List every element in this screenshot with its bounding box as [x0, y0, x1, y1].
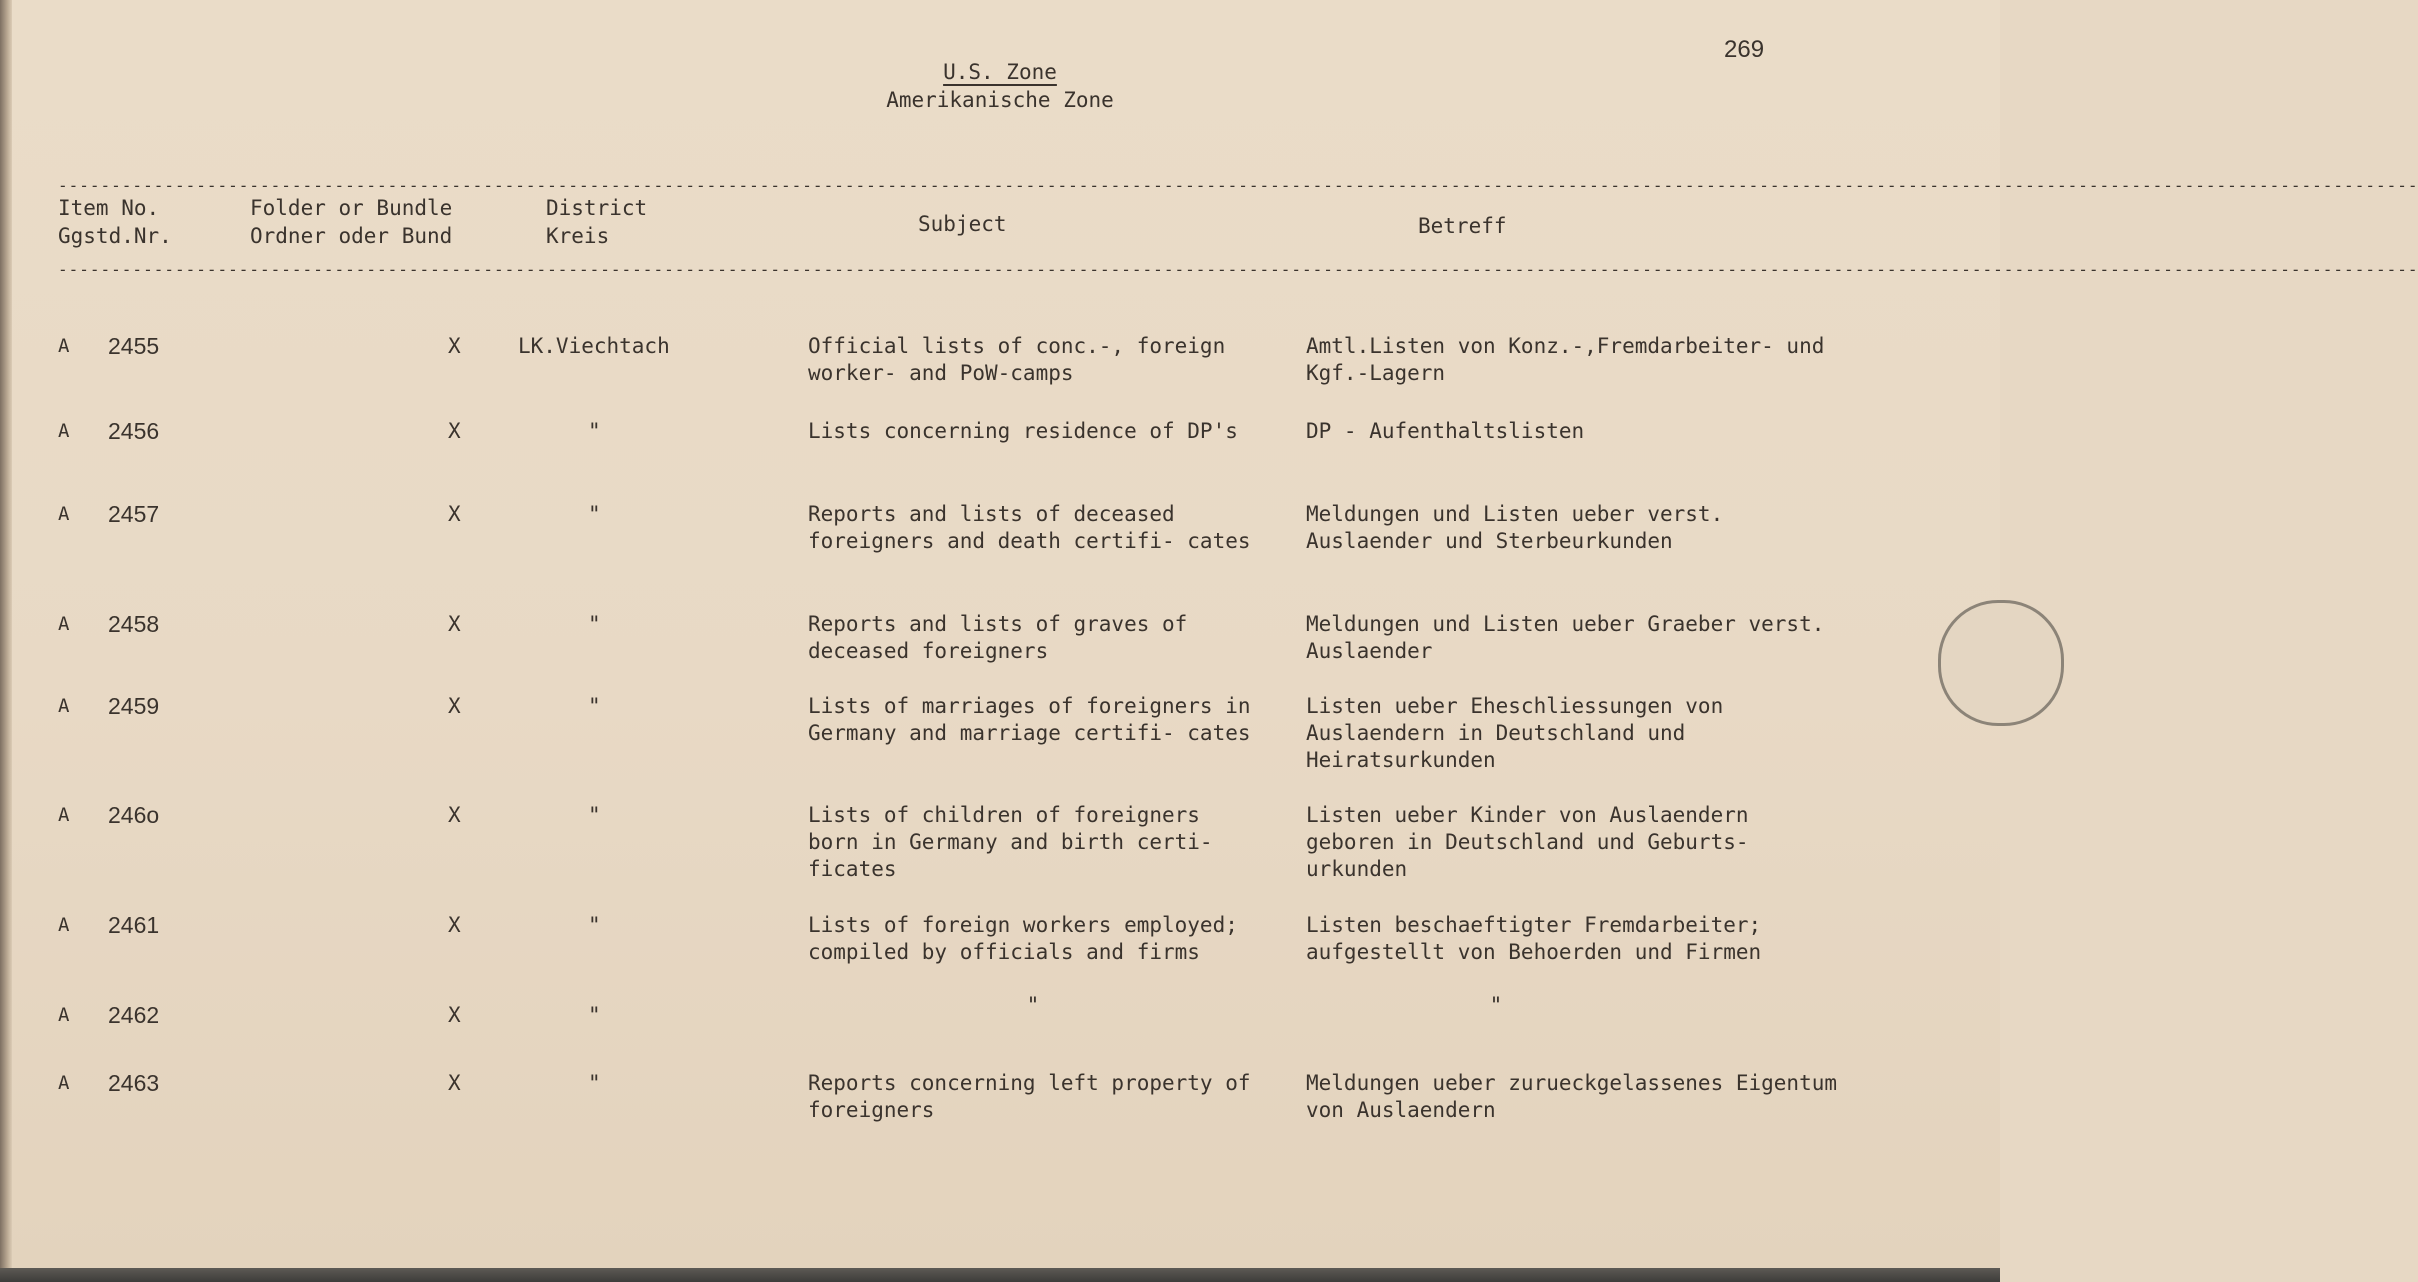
row-prefix: A — [58, 335, 70, 357]
row-betreff: Meldungen ueber zurueckgelassenes Eigentum von Auslaendern — [1306, 1071, 1838, 1122]
header-folder-en: Folder or Bundle — [250, 196, 453, 220]
row-betreff: Listen ueber Kinder von Auslaendern geboren in Deutschland und Geburts- urkunden — [1306, 803, 1749, 881]
row-subject: " — [1026, 993, 1040, 1017]
row-district: " — [588, 419, 601, 443]
row-item-number: 2462 — [108, 1002, 160, 1028]
row-folder-mark: X — [448, 502, 461, 526]
page-number: 269 — [1724, 36, 1765, 63]
row-item-number: 2456 — [108, 418, 160, 444]
row-folder-mark: X — [448, 612, 461, 636]
row-prefix: A — [58, 503, 70, 525]
row-betreff: " — [1489, 993, 1503, 1017]
row-betreff: Amtl.Listen von Konz.-,Fremdarbeiter- und Kgf.-Lagern — [1306, 334, 1825, 385]
header-bottom-rule: ------------------------------------------------------------------------------------------------------------------------------------------------------------------------------------------------------------------------------ — [58, 260, 2418, 279]
bottom-edge — [0, 1268, 2000, 1282]
row-folder-mark: X — [448, 694, 461, 718]
row-item-number: 2458 — [108, 611, 160, 637]
row-district: " — [588, 612, 601, 636]
header-district-de: Kreis — [546, 224, 610, 248]
row-item-number: 2457 — [108, 501, 160, 527]
row-betreff: DP - Aufenthaltslisten — [1306, 419, 1585, 443]
row-item-number: 2459 — [108, 693, 160, 719]
book-binding — [0, 0, 12, 1282]
row-prefix: A — [58, 1072, 70, 1094]
header-item-no-de: Ggstd.Nr. — [58, 224, 172, 248]
row-subject: Reports concerning left property of foreigners — [808, 1071, 1251, 1122]
row-prefix: A — [58, 1004, 70, 1026]
row-item-number: 2461 — [108, 912, 160, 938]
row-district: " — [588, 1071, 601, 1095]
row-district: " — [588, 803, 601, 827]
header-betreff: Betreff — [1418, 214, 1507, 238]
row-prefix: A — [58, 695, 70, 717]
row-prefix: A — [58, 613, 70, 635]
row-subject: Reports and lists of graves of deceased foreigners — [808, 612, 1188, 663]
row-district: LK.Viechtach — [518, 334, 670, 358]
row-folder-mark: X — [448, 419, 461, 443]
row-subject: Official lists of conc.-, foreign worker- and PoW-camps — [808, 334, 1226, 385]
row-betreff: Listen beschaeftigter Fremdarbeiter; aufgestellt von Behoerden und Firmen — [1306, 913, 1762, 964]
row-prefix: A — [58, 804, 70, 826]
header-district-en: District — [546, 196, 648, 220]
row-betreff: Meldungen und Listen ueber verst. Auslaender und Sterbeurkunden — [1306, 502, 1724, 553]
header-top-rule: ------------------------------------------------------------------------------------------------------------------------------------------------------------------------------------------------------------------------------ — [58, 176, 2418, 195]
row-district: " — [588, 913, 601, 937]
row-subject: Lists concerning residence of DP's — [808, 419, 1238, 443]
row-prefix: A — [58, 914, 70, 936]
row-district: " — [588, 694, 601, 718]
row-folder-mark: X — [448, 1003, 461, 1027]
row-subject: Lists of marriages of foreigners in Germany and marriage certifi- cates — [808, 694, 1251, 745]
row-item-number: 2463 — [108, 1070, 160, 1096]
row-subject: Reports and lists of deceased foreigners and death certifi- cates — [808, 502, 1251, 553]
row-folder-mark: X — [448, 803, 461, 827]
row-item-number: 246o — [108, 802, 160, 828]
row-district: " — [588, 502, 601, 526]
row-district: " — [588, 1003, 601, 1027]
row-folder-mark: X — [448, 913, 461, 937]
row-subject: Lists of children of foreigners born in Germany and birth certi- ficates — [808, 803, 1213, 881]
page-title — [0, 60, 2000, 84]
header-folder-de: Ordner oder Bund — [250, 224, 453, 248]
row-item-number: 2455 — [108, 333, 160, 359]
row-betreff: Meldungen und Listen ueber Graeber verst. Auslaender — [1306, 612, 1825, 663]
index-tab — [1938, 600, 2064, 726]
page-title-text: U.S. Zone — [943, 60, 1057, 84]
row-folder-mark: X — [448, 334, 461, 358]
header-item-no-en: Item No. — [58, 196, 160, 220]
row-folder-mark: X — [448, 1071, 461, 1095]
row-betreff: Listen ueber Eheschliessungen von Auslaendern in Deutschland und Heiratsurkunden — [1306, 694, 1724, 772]
row-subject: Lists of foreign workers employed; compiled by officials and firms — [808, 913, 1238, 964]
row-prefix: A — [58, 420, 70, 442]
page-subtitle: Amerikanische Zone — [886, 88, 1114, 112]
header-subject: Subject — [918, 212, 1007, 236]
